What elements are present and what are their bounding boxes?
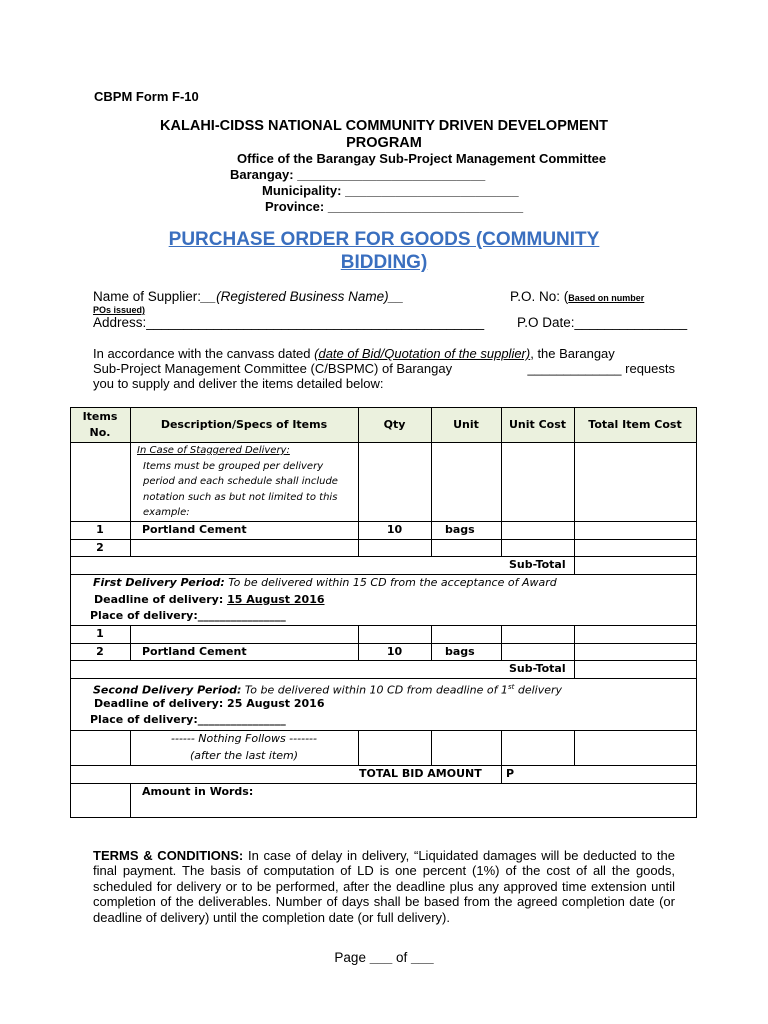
address-field[interactable] [93, 315, 484, 330]
intro-line-2b: _____________ requests [527, 361, 675, 376]
po-no-note: Based on number [568, 293, 645, 303]
bid-date-placeholder: (date of Bid/Quotation of the supplier) [314, 346, 531, 361]
subtotal-1-label: Sub-Total [509, 558, 566, 571]
po-title-line-1: PURCHASE ORDER FOR GOODS (COMMUNITY [168, 229, 600, 250]
total-bid-label: TOTAL BID AMOUNT [359, 767, 482, 780]
form-code: CBPM Form F-10 [94, 89, 199, 104]
terms-text: In case of delay in delivery, “Liquidated damages will be deducted to the final payment. The basis of computation of LD is one percent (1%) of the cost of all the goods, scheduled for delivery or to be performed, after the deadline plus any approved time extension until completion of the deliverables. Number of days shall be based from the agreed completion date (or deadline of delivery) until the completion date (or full delivery). [93, 848, 675, 925]
row4-unit: bags [445, 645, 475, 658]
page-total-blank: ___ [411, 950, 434, 965]
po-no-label: P.O. No: ( [510, 289, 569, 304]
intro-line-3: you to supply and deliver the items detailed below: [93, 376, 384, 391]
po-title-line-2: BIDDING) [340, 252, 428, 273]
header-total-item-cost: Total Item Cost [588, 418, 682, 431]
terms-and-conditions [93, 848, 675, 925]
row3-no: 1 [96, 627, 104, 640]
page-of: of [396, 950, 408, 965]
subtotal-2-label: Sub-Total [509, 662, 566, 675]
header-description: Description/Specs of Items [160, 418, 328, 431]
items-table [70, 407, 697, 818]
intro-line-2a: Sub-Project Management Committee (C/BSPMC) of Barangay [93, 361, 453, 376]
supplier-field[interactable] [93, 289, 404, 304]
row1-unit: bags [445, 523, 475, 536]
row4-desc: Portland Cement [142, 645, 247, 658]
municipality-field[interactable] [262, 183, 519, 198]
second-deadline: Deadline of delivery: 25 August 2016 [94, 697, 325, 710]
municipality-label: Municipality: [262, 183, 342, 198]
first-delivery-period: First Delivery Period: To be delivered within 15 CD from the acceptance of Award [93, 576, 557, 589]
nothing-follows: ------ Nothing Follows ------- [171, 732, 317, 745]
header-unit-cost: Unit Cost [508, 418, 567, 431]
province-field[interactable] [265, 199, 523, 214]
po-no-note-cont: POs issued) [93, 305, 146, 315]
po-date-label: P.O Date: [517, 315, 575, 330]
intro-text-start: In accordance with the canvass dated [93, 346, 315, 361]
row1-no: 1 [96, 523, 104, 536]
intro-text-end: , the Barangay [530, 346, 615, 361]
page-footer [0, 950, 768, 965]
first-deadline: Deadline of delivery: 15 August 2016 [94, 593, 325, 606]
row1-qty: 10 [386, 523, 403, 536]
staggered-note: Items must be grouped per delivery period and each schedule shall include notation such as but not limited to this example: [143, 461, 338, 518]
program-title-line-1: KALAHI-CIDSS NATIONAL COMMUNITY DRIVEN DEVELOPMENT [160, 118, 608, 134]
header-unit: Unit [453, 418, 479, 431]
row4-no: 2 [96, 645, 104, 658]
page-number-blank: ___ [369, 950, 393, 965]
office-name: Office of the Barangay Sub-Project Management Committee [237, 151, 607, 166]
row2-no: 2 [96, 541, 104, 554]
province-label: Province: [265, 199, 325, 214]
header-items: Items [82, 410, 118, 423]
barangay-label: Barangay: [230, 167, 294, 182]
row4-qty: 10 [386, 645, 403, 658]
program-title-line-2: PROGRAM [346, 135, 422, 151]
total-bid-value: P [506, 767, 515, 780]
po-no-field[interactable] [510, 289, 644, 304]
amount-in-words-label: Amount in Words: [142, 785, 254, 798]
page-label: Page [334, 950, 366, 965]
po-date-value: _______________ [574, 315, 688, 330]
supplier-value: __(Registered Business Name)__ [201, 289, 404, 304]
terms-label: TERMS & CONDITIONS: [93, 848, 244, 863]
barangay-value: __________________________ [297, 167, 486, 182]
province-value: ___________________________ [327, 199, 524, 214]
supplier-label: Name of Supplier: [93, 289, 202, 304]
address-value: _____________________________________________ [146, 315, 485, 330]
first-place-of-delivery: Place of delivery:________________ [90, 609, 286, 622]
barangay-field[interactable] [230, 167, 485, 182]
after-last-item: (after the last item) [189, 749, 299, 762]
staggered-title: In Case of Staggered Delivery: [137, 445, 290, 456]
row1-desc: Portland Cement [142, 523, 247, 536]
second-place-of-delivery: Place of delivery:________________ [90, 713, 286, 726]
intro-paragraph [93, 346, 675, 391]
header-qty: Qty [383, 418, 406, 431]
municipality-value: ________________________ [345, 183, 519, 198]
po-date-field[interactable] [517, 315, 687, 330]
second-delivery-period: Second Delivery Period: To be delivered within 10 CD from deadline of 1st delivery [93, 683, 563, 697]
header-no: No. [89, 426, 111, 439]
address-label: Address: [93, 315, 147, 330]
